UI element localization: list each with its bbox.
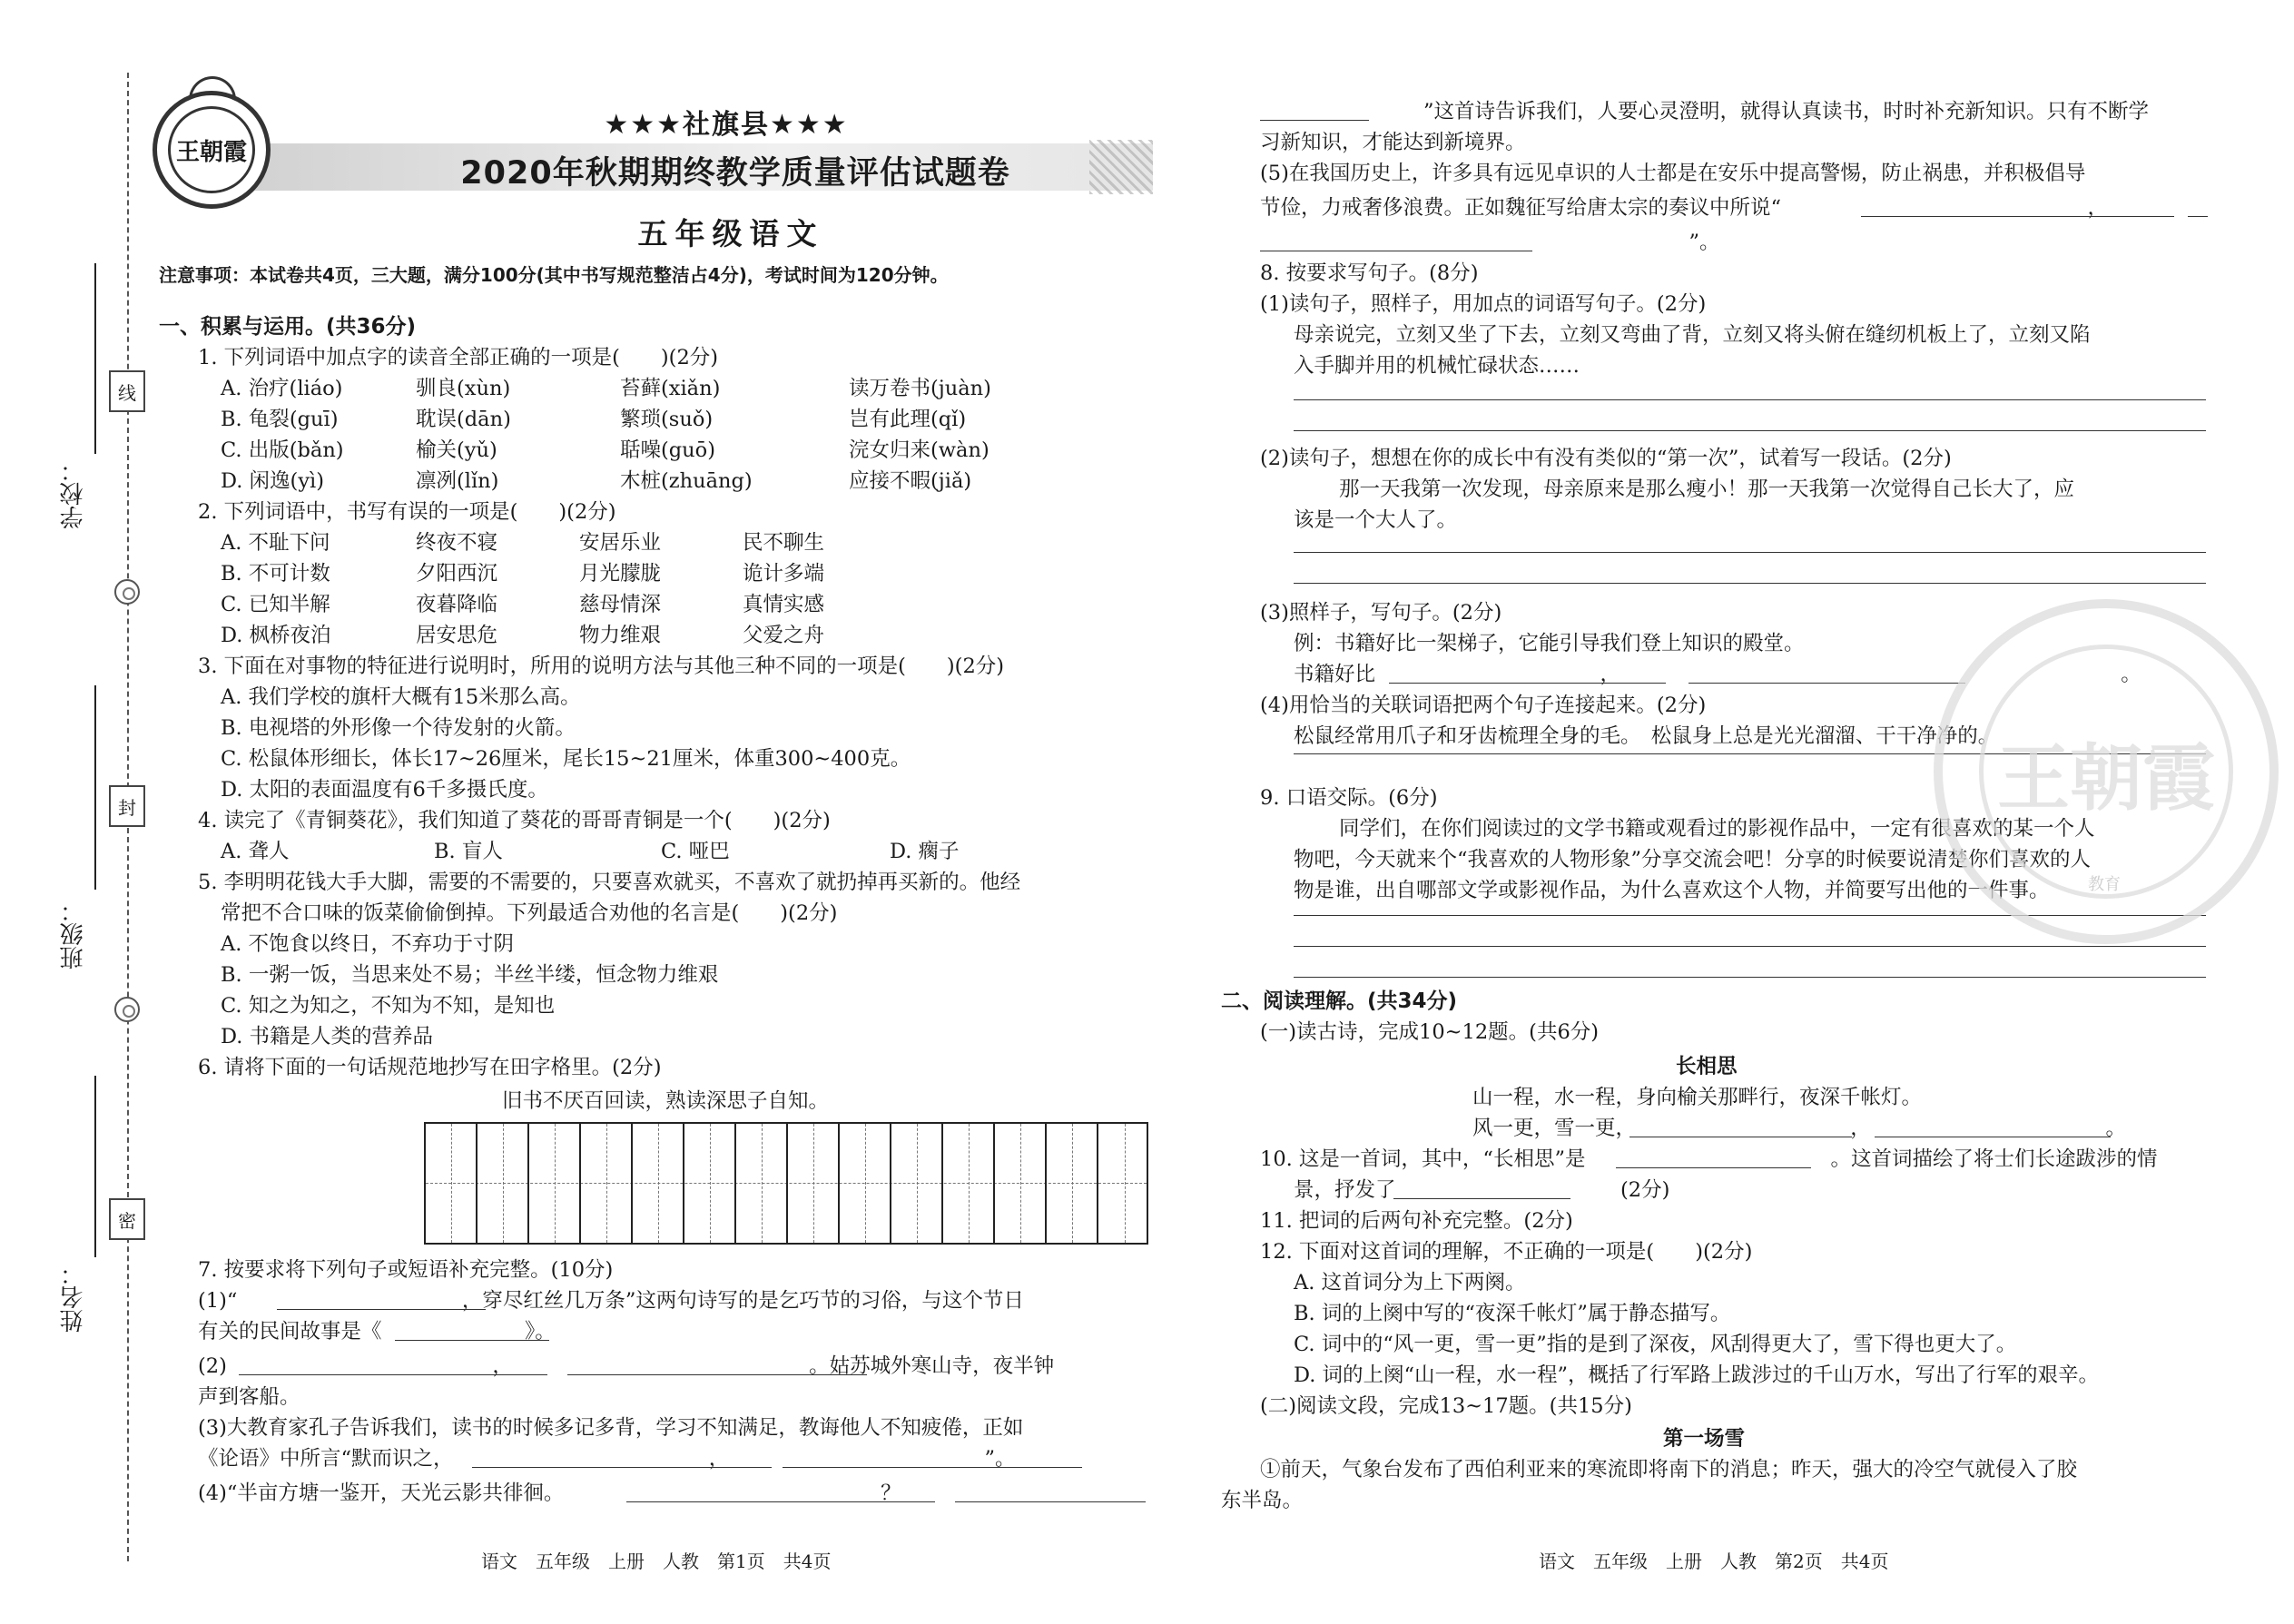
text-line: B. 词的上阕中写的“夜深千帐灯”属于静态描写。 [1294,1302,1731,1325]
text-line: 物吧，今天就来个“我喜欢的人物形象”分享交流会吧！分享的时候要说清楚你们喜欢的人 [1294,848,2092,871]
text-line: 第一场雪 [1663,1427,1746,1451]
county-name: ★★★社旗县★★★ [604,109,849,141]
text-line: 声到客船。 [198,1385,300,1409]
grid-cell[interactable] [478,1124,529,1243]
grid-cell[interactable] [840,1124,891,1243]
answer-blank[interactable] [2188,216,2208,217]
text-line: 入手脚并用的机械忙碌状态…… [1294,354,1580,378]
footer-page-1: 语文 五年级 上册 人教 第1页 共4页 [481,1550,832,1572]
text-line: 书籍好比 ， 。 [1294,663,2141,686]
text-line: 凛冽(lǐn) [416,469,499,493]
text-line: (一)读古诗，完成10~12题。(共6分) [1260,1020,1600,1044]
grid-cell[interactable] [943,1124,995,1243]
text-line: (4)用恰当的关联词语把两个句子连接起来。(2分) [1260,694,1707,717]
answer-blank[interactable] [1616,1167,1811,1168]
answer-blank[interactable] [277,1309,486,1310]
text-line: 6. 请将下面的一句话规范地抄写在田字格里。(2分) [198,1056,662,1079]
text-line: D. 闲逸(yì) [221,469,325,493]
footer-page-2: 语文 五年级 上册 人教 第2页 共4页 [1539,1550,1889,1572]
subject-title: 五年级语文 [637,216,824,251]
text-line: 浣女归来(wàn) [849,438,989,462]
exam-title: 2020年秋期期终教学质量评估试题卷 [460,155,1010,192]
binding-word-mi: 密 [109,1198,145,1240]
text-line: 那一天我第一次发现，母亲原来是那么瘦小！那一天我第一次觉得自己长大了，应 [1339,477,2075,501]
text-line: D. 词的上阕“山一程，水一程”，概括了行军路上跋涉过的千山万水，写出了行军的艰辛。 [1294,1363,2100,1387]
text-line: 2. 下列词语中，书写有误的一项是( )(2分) [198,500,616,524]
answer-blank[interactable] [783,1467,1082,1468]
binding-word-feng: 封 [109,785,145,827]
text-line: C. 松鼠体形细长，体长17~26厘米，尾长15~21厘米，体重300~400克。 [221,747,911,771]
text-line: 夜暮降临 [416,593,498,616]
text-line: 12. 下面对这首词的理解，不正确的一项是( )(2分) [1260,1240,1753,1264]
grid-cell[interactable] [788,1124,840,1243]
watermark-text: 教育 [2088,875,2121,894]
text-line: 安居乐业 [579,531,662,555]
school-label: 学校： [60,458,87,529]
text-line: D. 瘸子 [890,840,960,863]
text-line: (1)读句子，照样子，用加点的词语写句子。(2分) [1260,292,1707,316]
text-line: 驯良(xùn) [416,377,511,400]
text-line: 3. 下面在对事物的特征进行说明时，所用的说明方法与其他三种不同的一项是( )(2分) [198,655,1005,678]
text-line: 榆关(yǔ) [416,438,497,462]
text-line: 苔藓(xiǎn) [620,377,721,400]
text-line: 母亲说完，立刻又坐了下去，立刻又弯曲了背，立刻又将头俯在缝纫机板上了，立刻又陷 [1294,323,2091,347]
text-line: 7. 按要求将下列句子或短语补充完整。(10分) [198,1258,614,1282]
writing-line[interactable] [1294,430,2206,431]
section-heading: 一、积累与运用。(共36分) [159,315,417,339]
text-line: 聒噪(guō) [620,438,715,462]
writing-line[interactable] [1294,583,2206,584]
text-line: 5. 李明明花钱大手大脚，需要的不需要的，只要喜欢就买，不喜欢了就扔掉再买新的。他经 [198,871,1021,894]
text-line: A. 不饱食以终日，不弃功于寸阴 [221,932,515,956]
text-line: A. 我们学校的旗杆大概有15米那么高。 [221,685,581,709]
answer-blank[interactable] [472,1467,772,1468]
binding-hole-icon [114,579,140,605]
text-line: A. 这首词分为上下两阕。 [1294,1271,1526,1294]
text-line: 居安思危 [416,624,498,647]
grid-cell[interactable] [1098,1124,1150,1243]
grid-cell[interactable] [1047,1124,1098,1243]
text-line: 同学们，在你们阅读过的文学书籍或观看过的影视作品中，一定有很喜欢的某一个人 [1339,817,2095,841]
answer-blank[interactable] [1689,683,1965,684]
text-line: (二)阅读文段，完成13~17题。(共15分) [1260,1394,1632,1418]
text-line: 旧书不厌百回读，熟读深思子自知。 [502,1089,830,1113]
text-line: 松鼠经常用爪子和牙齿梳理全身的毛。 松鼠身上总是光光溜溜、干干净净的。 [1294,724,1999,748]
notice: 注意事项：本试卷共4页，三大题，满分100分(其中书写规范整洁占4分)，考试时间为120分钟。 [159,264,949,286]
writing-line[interactable] [1294,946,2206,947]
text-line: C. 已知半解 [221,593,330,616]
text-line: B. 不可计数 [221,562,330,586]
text-line: 4. 读完了《青铜葵花》，我们知道了葵花的哥哥青铜是一个( )(2分) [198,809,831,832]
class-label: 班级： [60,899,87,969]
text-line: D. 书籍是人类的营养品 [221,1025,434,1048]
text-line: B. 盲人 [434,840,503,863]
text-line: 该是一个大人了。 [1294,508,1458,532]
class-blank[interactable] [94,685,96,890]
grid-cell[interactable] [529,1124,581,1243]
text-line: 节俭，力戒奢侈浪费。正如魏征写给唐太宗的奏议中所说“ ， [1260,196,2119,220]
text-line: 父爱之舟 [743,624,825,647]
text-line: 长相思 [1676,1055,1738,1078]
text-line: 10. 这是一首词，其中，“长相思”是 。这首词描绘了将士们长途跋涉的情 [1260,1147,2158,1171]
text-line: B. 电视塔的外形像一个待发射的火箭。 [221,716,576,740]
text-line: B. 龟裂(guī) [221,408,339,431]
text-line: (1)“ ，穿尽红丝几万条”这两句诗写的是乞巧节的习俗，与这个节日 [198,1289,1024,1313]
text-line: 有关的民间故事是《 》。 [198,1320,556,1343]
text-line: 《论语》中所言“默而识之， ， ”。 [198,1447,1016,1471]
text-line: 景，抒发了 (2分) [1294,1178,1670,1202]
text-line: C. 出版(bǎn) [221,438,344,462]
text-line: 耽误(dān) [416,408,511,431]
text-line: 慈母情深 [579,593,662,616]
text-line: C. 词中的“风一更，雪一更”指的是到了深夜，风刮得更大了，雪下得也更大了。 [1294,1333,2017,1356]
text-line: D. 太阳的表面温度有6千多摄氏度。 [221,778,548,802]
text-line: 常把不合口味的饭菜偷偷倒掉。下列最适合劝他的名言是( )(2分) [221,901,838,925]
logo [153,91,271,209]
grid-cell[interactable] [891,1124,943,1243]
text-line: (2) ， 。姑苏城外寒山寺，夜半钟 [198,1354,1055,1378]
grid-cell[interactable] [736,1124,788,1243]
text-line: 繁琐(suǒ) [620,408,714,431]
text-line: B. 一粥一饭，当思来处不易；半丝半缕，恒念物力维艰 [221,963,719,987]
tianzige-grid[interactable] [424,1122,1148,1245]
text-line: (3)照样子，写句子。(2分) [1260,601,1502,625]
text-line: 终夜不寝 [416,531,498,555]
writing-line[interactable] [1294,977,2206,978]
text-line: 山一程，水一程，身向榆关那畔行，夜深千帐灯。 [1472,1086,1923,1109]
text-line: C. 哑巴 [661,840,730,863]
grid-cell[interactable] [633,1124,684,1243]
answer-blank[interactable] [1260,120,1369,121]
answer-blank[interactable] [567,1374,867,1375]
text-line: C. 知之为知之，不知为不知，是知也 [221,994,556,1018]
text-line: 真情实感 [743,593,825,616]
name-blank[interactable] [94,1076,96,1257]
school-blank[interactable] [94,263,96,454]
writing-line[interactable] [1294,552,2206,553]
binding-hole-icon [114,997,140,1022]
name-label: 姓名： [60,1262,87,1333]
answer-blank[interactable] [955,1501,1146,1502]
grid-cell[interactable] [684,1124,736,1243]
text-line: 例：书籍好比一架梯子，它能引导我们登上知识的殿堂。 [1294,632,1805,655]
grid-cell[interactable] [995,1124,1047,1243]
grid-cell[interactable] [426,1124,478,1243]
answer-blank[interactable] [626,1501,935,1502]
text-line: (2)读句子，想想在你的成长中有没有类似的“第一次”，试着写一段话。(2分) [1260,447,1952,470]
section-heading: 二、阅读理解。(共34分) [1221,989,1458,1013]
logo-text: 王朝霞 [168,106,255,193]
text-line: 民不聊生 [743,531,825,555]
text-line: 风一更，雪一更， ， 。 [1472,1117,2127,1140]
text-line: A. 治疗(liáo) [221,377,343,400]
text-line: ”。 [1260,231,1720,254]
watermark-logo: 王朝霞 [1979,645,2233,899]
answer-blank[interactable] [239,1374,547,1375]
answer-blank[interactable] [1861,216,2174,217]
writing-line[interactable] [1294,399,2206,400]
answer-blank[interactable] [1389,683,1666,684]
text-line: A. 不耻下问 [221,531,330,555]
text-line: 物是谁，出自哪部文学或影视作品，为什么喜欢这个人物，并简要写出他的一件事。 [1294,879,2050,902]
text-line: 习新知识，才能达到新境界。 [1260,131,1526,154]
binding-word-xian: 线 [109,370,145,412]
text-line: 月光朦胧 [579,562,662,586]
text-line: (3)大教育家孔子告诉我们，读书的时候多记多背，学习不知满足，教诲他人不知疲倦，正如 [198,1416,1024,1440]
text-line: 应接不暇(jiǎ) [849,469,972,493]
text-line: 1. 下列词语中加点字的读音全部正确的一项是( )(2分) [198,346,719,369]
text-line: 木桩(zhuāng) [620,469,753,493]
text-line: D. 枫桥夜泊 [221,624,331,647]
text-line: 岂有此理(qǐ) [849,408,967,431]
text-line: 9. 口语交际。(6分) [1260,786,1438,810]
text-line: 11. 把词的后两句补充完整。(2分) [1260,1209,1573,1233]
text-line: A. 聋人 [221,840,290,863]
answer-blank[interactable] [1393,1198,1570,1199]
text-line: 8. 按要求写句子。(8分) [1260,261,1479,285]
text-line: 诡计多端 [743,562,825,586]
text-line: ”这首诗告诉我们，人要心灵澄明，就得认真读书，时时补充新知识。只有不断学 [1260,100,2150,123]
text-line: 夕阳西沉 [416,562,498,586]
text-line: ①前天，气象台发布了西伯利亚来的寒流即将南下的消息；昨天，强大的冷空气就侵入了胶 [1260,1458,2078,1481]
text-line: 读万卷书(juàn) [849,377,991,400]
answer-blank[interactable] [395,1340,549,1341]
text-line: (5)在我国历史上，许多具有远见卓识的人士都是在安乐中提高警惕，防止祸患，并积极倡导 [1260,162,2086,185]
text-line: 物力维艰 [579,624,662,647]
text-line: (4)“半亩方塘一鉴开，天光云影共徘徊。 ？ [198,1481,901,1505]
grid-cell[interactable] [581,1124,633,1243]
text-line: 东半岛。 [1221,1489,1304,1512]
